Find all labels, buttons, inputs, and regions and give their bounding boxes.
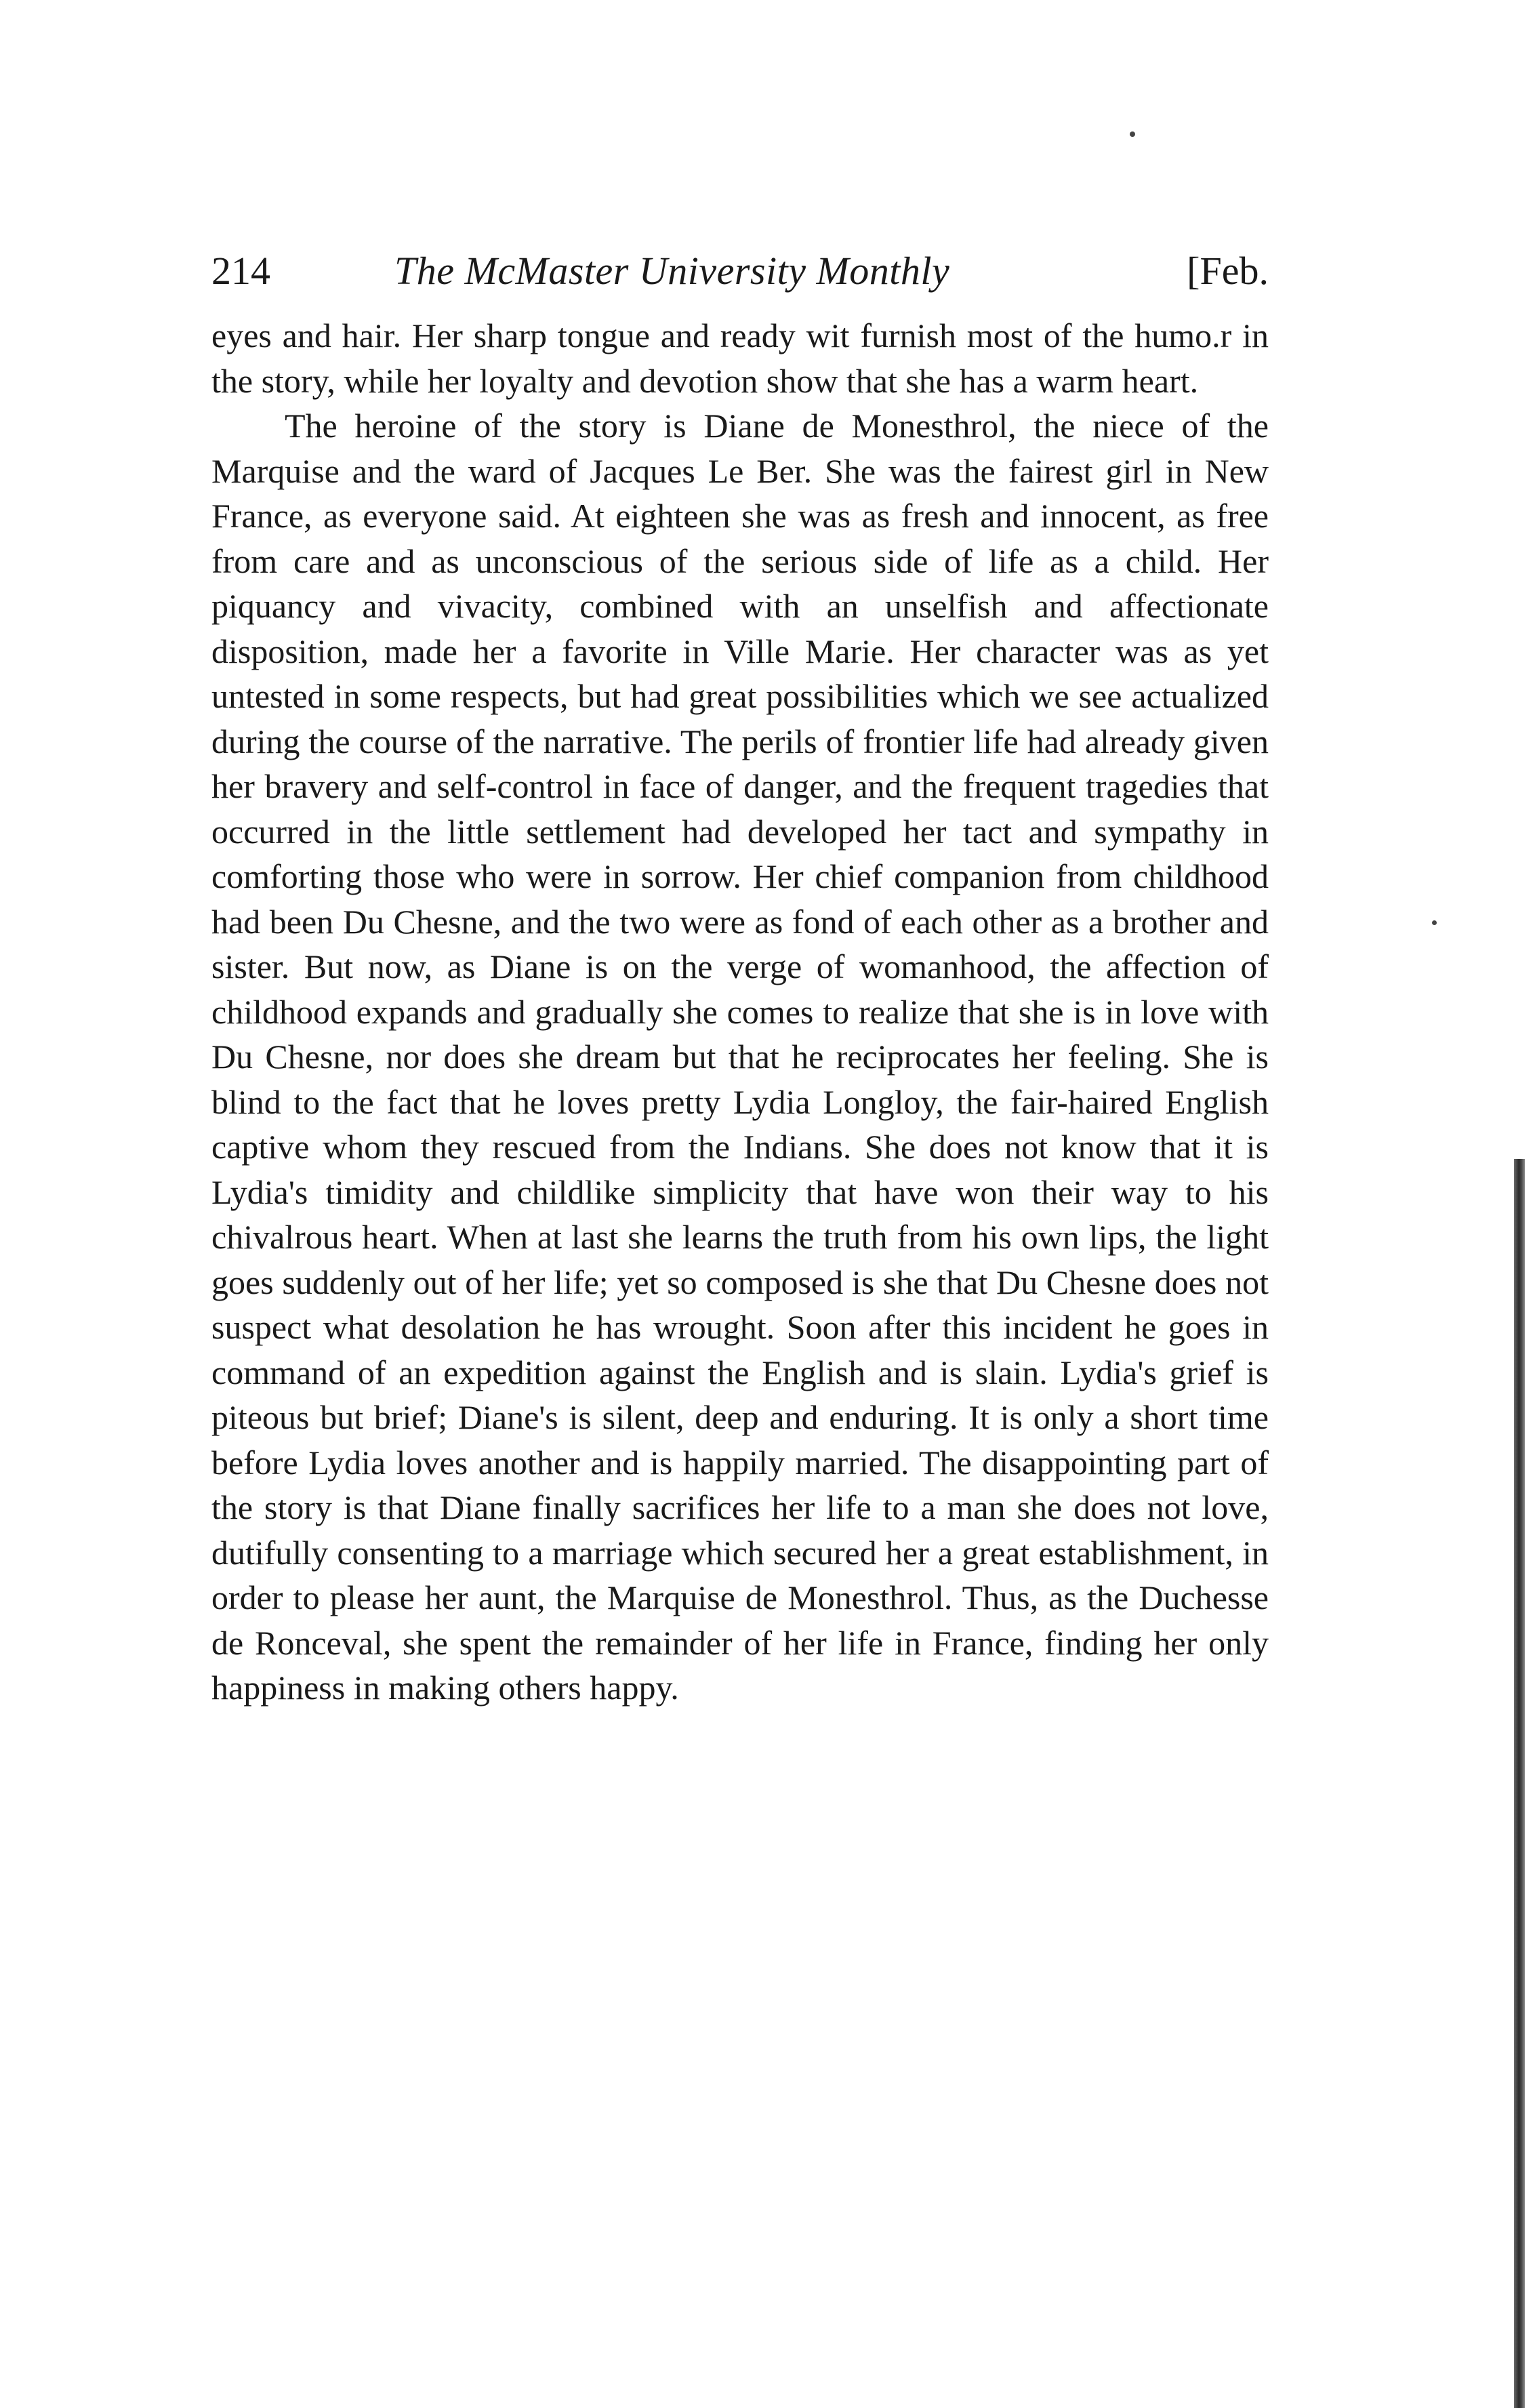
page-edge-shadow [1514, 1159, 1525, 2408]
issue-month: [Feb. [1187, 249, 1269, 293]
article-body [211, 313, 1269, 1711]
journal-title: The McMaster University Monthly [394, 249, 950, 293]
paragraph-continuation: eyes and hair. Her sharp tongue and ready wit furnish most of the humo.r in the story, while her loyalty and devotion show that she has a warm heart. [211, 317, 1269, 400]
page-number: 214 [211, 249, 270, 293]
paragraph-heroine: The heroine of the story is Diane de Monesthrol, the niece of the Marquise and the ward of Jacques Le Ber. She was the fairest girl in New France, as everyone said. At eighteen she was as fresh and innocent, as free from care and as unconscious of the serious side of life as a child. Her piquancy and vivacity, combined with an unselfish and affectionate disposition, made her a favorite in Ville Marie. Her character was as yet untested in some respects, but had great possibilities which we see actualized during the course of the narrative. The perils of frontier life had already given her bravery and self-control in face of danger, and the frequent tragedies that occurred in the little settlement had developed her tact and sympathy in comforting those who were in sorrow. Her chief companion from childhood had been Du Chesne, and the two were as fond of each other as a brother and sister. But now, as Diane is on the verge of womanhood, the affection of childhood expands and gradually she comes to realize that she is in love with Du Chesne, nor does she dream but that he reciprocates her feeling. She is blind to the fact that he loves pretty Lydia Longloy, the fair-haired English captive whom they rescued from the Indians. She does not know that it is Lydia's timidity and childlike simplicity that have won their way to his chivalrous heart. When at last she learns the truth from his own lips, the light goes suddenly out of her life; yet so composed is she that Du Chesne does not suspect what desolation he has wrought. Soon after this incident he goes in command of an expedition against the English and is slain. Lydia's grief is piteous but brief; Diane's is silent, deep and enduring. It is only a short time before Lydia loves another and is happily married. The disappointing part of the story is that Diane finally sacrifices her life to a man she does not love, dutifully consenting to a marriage which secured her a great establishment, in order to please her aunt, the Marquise de Monesthrol. Thus, as the Duchesse de Ronceval, she spent the remainder of her life in France, finding her only happiness in making others happy. [211, 407, 1269, 1707]
ink-speck [1130, 131, 1135, 137]
ink-speck [1432, 920, 1437, 925]
running-header [211, 244, 1269, 298]
